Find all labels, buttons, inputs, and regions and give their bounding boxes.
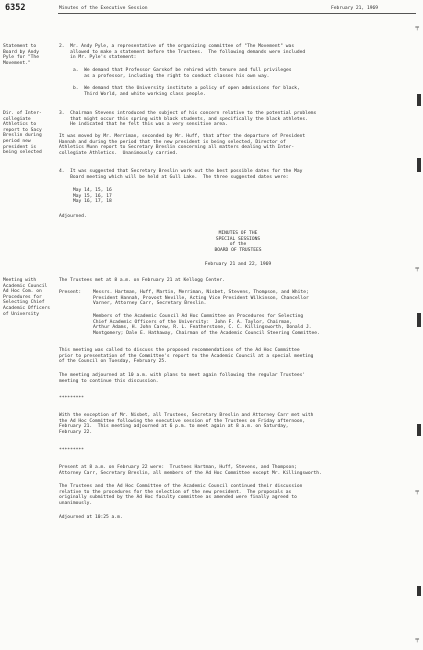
present-label: Present:	[59, 290, 82, 295]
date-option: May 16, 17, 18	[73, 199, 112, 205]
date-option: May 14, 15, 16	[73, 188, 112, 193]
binder-tab	[417, 313, 421, 327]
header-title: Minutes of the Executive Session	[59, 6, 148, 11]
met-text: The Trustees met at 8 a.m. on February 21 at Kellogg Center.	[59, 278, 225, 283]
page-number: 6352	[5, 3, 26, 13]
binder-tab	[417, 586, 421, 596]
binder-mark-icon: ╤	[415, 488, 419, 495]
binder-tab	[417, 94, 421, 106]
binder-mark-icon: ╤	[415, 24, 419, 31]
binder-tab	[417, 158, 421, 172]
binder-mark-icon: ╤	[415, 636, 419, 643]
adjourn-final: Adjourned at 10:25 a.m.	[59, 515, 123, 520]
separator-1: *********	[59, 396, 84, 401]
document-page: 6352 Minutes of the Executive Session February 21, 1969 Statement to Board by Andy Pyle for "The Movement." Dir. of Inter- collegiate Athletics to report to Sacy Breslin during period new president is being selected Meeting with Academic Council Ad Hoc Com. on Procedures for Selecting Chief Academic Officers of University 2. Mr. Andy Pyle, a representative of the organizing committee of "The Movement" was allowed to make a statement before the Trustees. The following demands were included in Mr. Pyle's statement: a. We demand that Professor Garskof be rehired with tenure and full privileges as a professor, including the right to conduct classes his own way. b. We demand that the University institute a policy of open admissions for black, Third World, and white working class people. 3. Chairman Stevens introduced the subject of his concern relative to the potential problems that might occur this spring with black students, and specifically the black athletes. He indicated that he felt this was a very sensitive area. It was moved by Mr. Merriman, seconded by Mr. Huff, that after the departure of President Hannah and during the period that the new president is being selected, Director of Athletics Munn report to Secretary Breslin concerning all matters dealing with Inter- collegiate Athletics. Unanimously carried. 4. It was suggested that Secretary Breslin work out the best possible dates for the May Board meeting which will be held at Gull Lake. The three suggested dates were: May 14, 15, 16 May 15, 16, 17 May 16, 17, 18 Adjourned. MINUTES OF THE SPECIAL SESSIONS of the BOARD OF TRUSTEES February 21 and 22, 1969 The Trustees met at 8 a.m. on February 21 at Kellogg Center. Present: Messrs. Hartman, Huff, Martin, Merriman, Nisbet, Stevens, Thompson, and White; President Hannah, Provost Neville, Acting Vice President Wilkinson, Chancellor Varner, Attorney Carr, Secretary Breslin. Members of the Academic Council Ad Hoc Committee on Procedures for Selecting Chief Academic Officers of the University: John F. A. Taylor, Chairman, Arthur Adams, H. John Carew, R. L. Featherstone, C. C. Killingsworth, Donald J. Montgomery; Dale E. Hathaway, Chairman of the Academic Council Steering Committee. This meeting was called to discuss the proposed recommendations of the Ad Hoc Committee prior to presentation of the Committee's report to the Academic Council at a special meeting of the Council on Tuesday, February 25. The meeting adjourned at 10 a.m. with plans to meet again following the regular Trustees' meeting to continue this discussion. ********* With the exception of Mr. Nisbet, all Trustees, Secretary Breslin and Attorney Carr met with the Ad Hoc Committee following the executive session of the Trustees on Friday afternoon, February 21. This meeting adjourned at 6 p.m. to meet again at 8 a.m. on Saturday, February 22. ********* Present at 8 a.m. on February 22 were: Trustees Hartman, Huff, Stevens, and Thompson; Attorney Carr, Secretary Breslin, all members of the Ad Hoc Committee except Mr. Killingsworth. The Trustees and the Ad Hoc Committee of the Academic Council continued their discussion relative to the procedures for the selection of the new president. The proposals as originally submitted by the Ad Hoc faculty committee as amended were finally agreed to unanimously. Adjourned at 10:25 a.m. ╤ ╤ ╤ ╤	[0, 0, 423, 650]
header-rule	[58, 13, 416, 14]
separator-2: *********	[59, 448, 84, 453]
date-option: May 15, 16, 17	[73, 193, 112, 199]
adjourned-text: Adjourned.	[59, 214, 87, 219]
binder-tab	[417, 424, 421, 436]
special-date: February 21 and 22, 1969	[204, 262, 272, 267]
binder-mark-icon: ╤	[415, 265, 419, 272]
header-date: February 21, 1969	[331, 6, 379, 11]
